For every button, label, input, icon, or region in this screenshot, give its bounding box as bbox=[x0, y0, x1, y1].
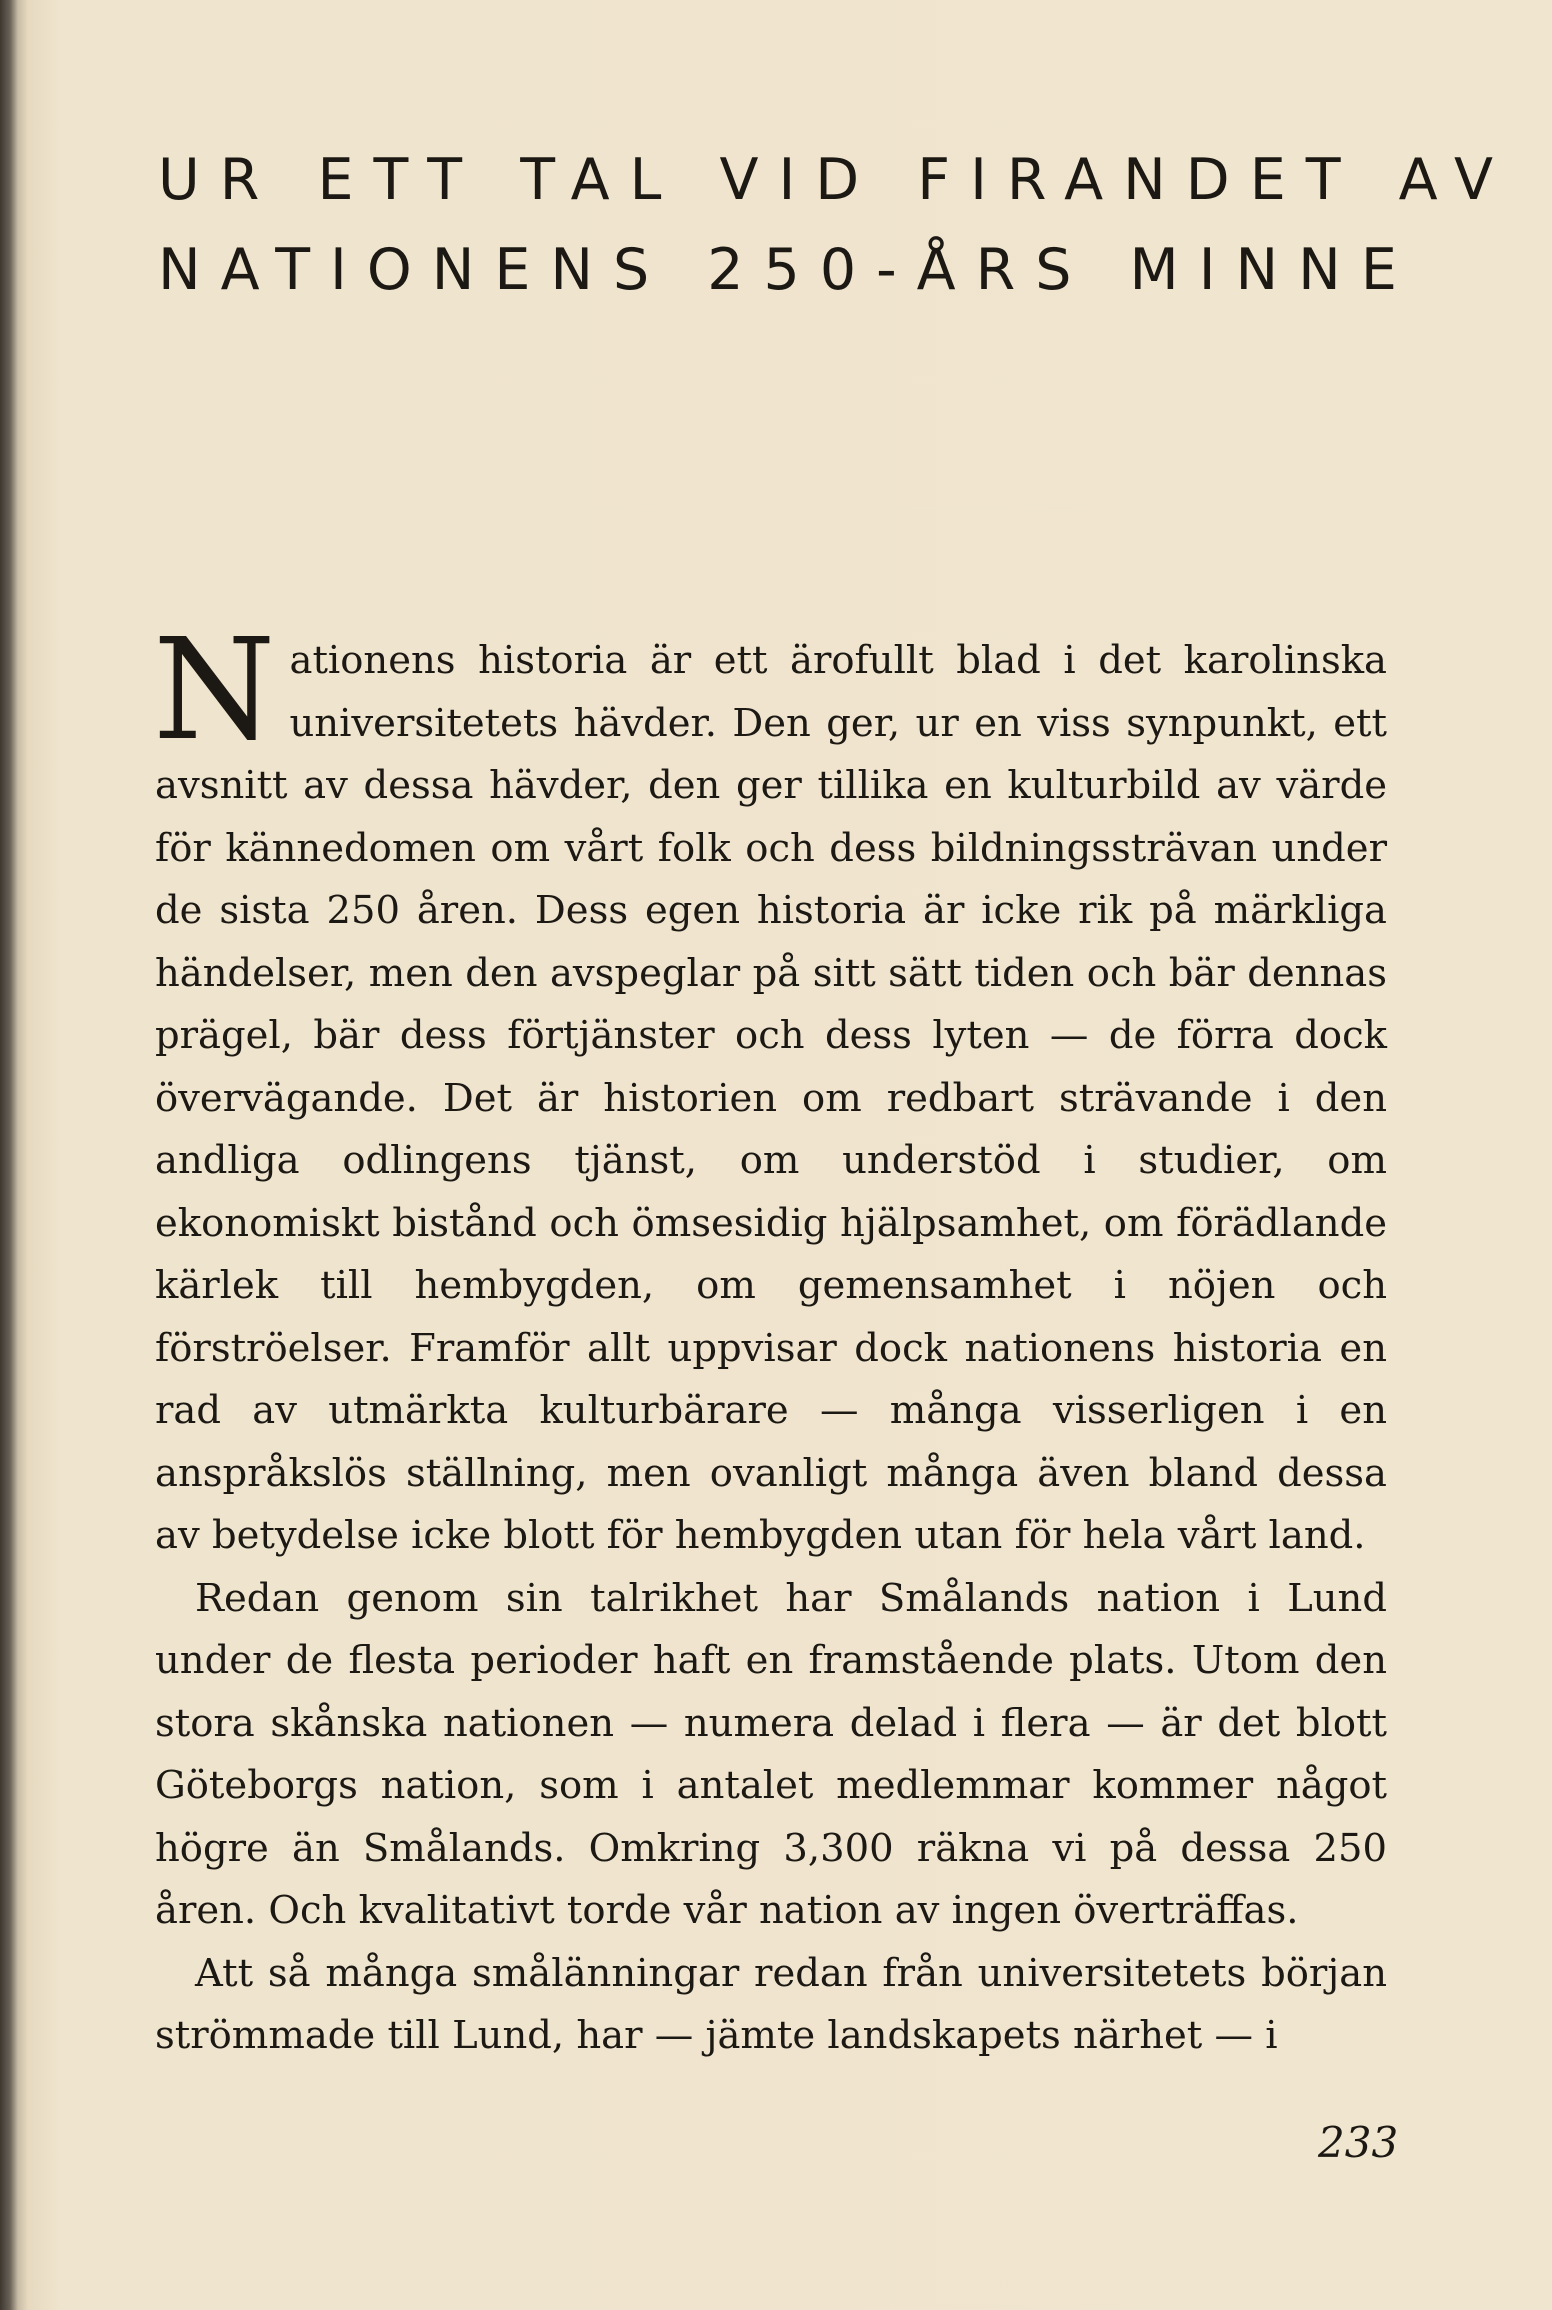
paragraph-2: Redan genom sin talrikhet har Smålands nation i Lund under de flesta perioder haft en framstående plats. Utom den stora skånska nationen — numera delad i flera — är det blott Göteborgs nation, som i antalet medlemmar kommer något högre än Smålands. Omkring 3,300 räkna vi på dessa 250 åren. Och kvalitativt torde vår nation av ingen överträffas. bbox=[155, 1575, 1387, 1933]
paragraph-1-text: ationens historia är ett ärofullt blad i det karolinska universitetets hävder. Den ger, ur en viss synpunkt, ett avsnitt av dessa hävder, den ger tillika en kulturbild av värde för kännedomen om vårt folk och dess bildningssträvan under de sista 250 åren. Dess egen historia är icke rik på märkliga händelser, men den avspeglar på sitt sätt tiden och bär dennas prägel, bär dess förtjänster och dess lyten — de förra dock övervägande. Det är historien om redbart strävande i den andliga odlingens tjänst, om understöd i studier, om ekonomiskt bistånd och ömsesidig hjälpsamhet, om förädlande kärlek till hembygden, om gemensamhet i nöjen och förströelser. Framför allt uppvisar dock nationens historia en rad av utmärkta kulturbärare — många visserligen i en anspråkslös ställning, men ovanligt många även bland dessa av betydelse icke blott för hembygden utan för hela vårt land. bbox=[155, 638, 1387, 1558]
title-line-2: NATIONENS 250-ÅRS MINNE bbox=[158, 237, 1417, 303]
drop-cap: N bbox=[153, 609, 276, 772]
body-text bbox=[153, 609, 1387, 2068]
paragraph-3: Att så många smålänningar redan från universitetets början strömmade till Lund, har — jämte landskapets närhet — i bbox=[155, 1950, 1387, 2058]
paragraph-1 bbox=[153, 609, 1387, 1568]
chapter-title bbox=[158, 135, 1513, 315]
page-number: 233 bbox=[1318, 2118, 1399, 2167]
title-line-1: UR ETT TAL VID FIRANDET AV bbox=[158, 147, 1513, 213]
